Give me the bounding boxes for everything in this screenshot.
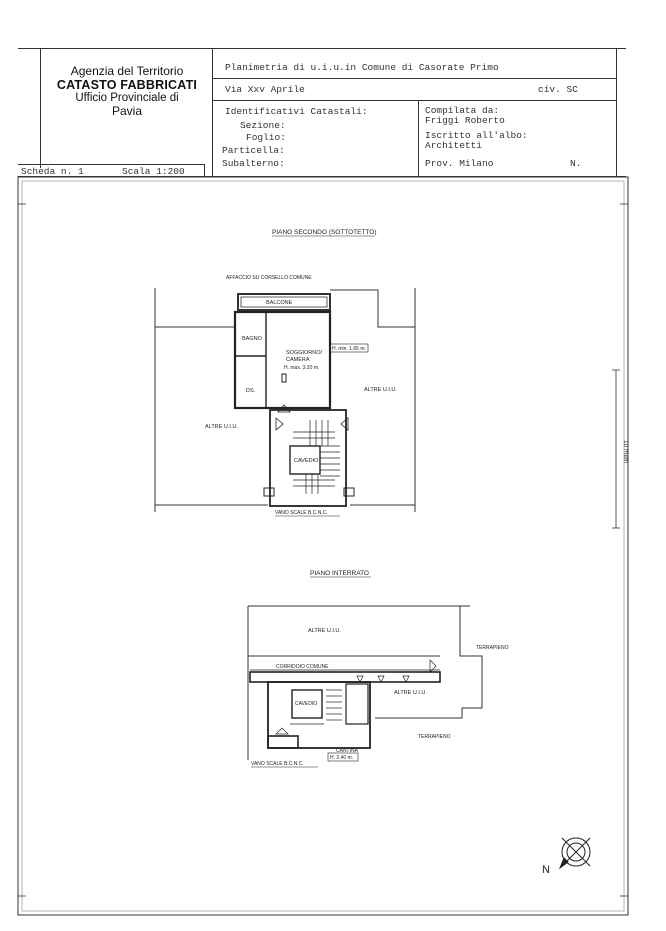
catasto-fabbricati: CATASTO FABBRICATI — [56, 78, 198, 92]
upper-surroundings — [155, 288, 415, 512]
north-arrow-icon — [560, 838, 590, 868]
vano-scale-lower-label: VANO SCALE B.C.N.C. — [251, 761, 304, 767]
iscritto-label: Iscritto all'albo: — [425, 130, 528, 141]
sezione-label: Sezione: — [240, 120, 286, 131]
altre-uiu-right-label: ALTRE U.I.U. — [364, 387, 397, 393]
affaccio-label: AFFACCIO SU CORSELLO COMUNE — [226, 275, 312, 281]
corridoio-label: CORRIDOIO COMUNE — [276, 664, 329, 670]
ufficio-provinciale: Ufficio Provinciale di — [75, 92, 179, 104]
scale-bar-label: 10 metri — [622, 440, 629, 464]
province-name: Pavia — [111, 104, 143, 118]
altre-uiu-lower-right-label: ALTRE U.I.U. — [394, 690, 427, 696]
h-max-label: H. max. 3.20 m. — [284, 365, 320, 371]
registration-marks — [18, 204, 628, 896]
balcone-label: BALCONE — [266, 300, 293, 306]
lower-plan-title: PIANO INTERRATO — [310, 570, 369, 577]
camera-label: CAMERA — [286, 357, 310, 363]
scale-bar — [612, 370, 620, 528]
subalterno-label: Subalterno: — [222, 158, 285, 169]
agency-name: Agenzia del Territorio — [70, 64, 184, 78]
soggiorno-label: SOGGIORNO/ — [286, 350, 323, 356]
altre-uiu-left-label: ALTRE U.I.U. — [205, 424, 238, 430]
terrapieno-top-label: TERRAPIENO — [476, 645, 509, 651]
civic-number: civ. SC — [538, 84, 578, 95]
north-label: N — [542, 864, 550, 876]
plan-title: Planimetria di u.i.u.in Comune di Casorate Primo — [225, 62, 499, 73]
upper-plan-title: PIANO SECONDO (SOTTOTETTO) — [272, 229, 377, 236]
compilata-label: Compilata da: — [425, 105, 500, 116]
foglio-label: Foglio: — [246, 132, 286, 143]
cantina-label: CANTINA — [336, 748, 358, 754]
iscritto-value: Architetti — [425, 140, 483, 151]
scheda-number: Scheda n. 1 — [21, 166, 84, 177]
cavedio-upper-label: CAVEDIO — [294, 458, 319, 464]
bagno-label: BAGNO — [242, 336, 262, 342]
drawing-inner-frame — [22, 181, 624, 911]
particella-label: Particella: — [222, 145, 285, 156]
n-label: N. — [570, 158, 582, 169]
address: Via Xxv Aprile — [225, 84, 305, 95]
lower-stair-core — [268, 682, 370, 748]
cavedio-lower-label: CAVEDIO — [295, 701, 318, 707]
terrapieno-bottom-label: TERRAPIENO — [418, 734, 451, 740]
altre-uiu-lower-top-label: ALTRE U.I.U. — [308, 628, 341, 634]
ds-label: DS. — [246, 388, 256, 394]
cantina-height-label: H. 2.40 m. — [330, 755, 354, 761]
drawing-frame — [18, 177, 628, 915]
scala: Scala 1:200 — [122, 166, 185, 177]
upper-stair-core — [264, 405, 354, 506]
prov-label: Prov. Milano — [425, 158, 494, 169]
identificativi-label: Identificativi Catastali: — [225, 106, 368, 117]
h-min-label: H. min. 1.65 m. — [332, 346, 366, 352]
vano-scale-upper-label: VANO SCALE B.C.N.C. — [275, 510, 328, 516]
compilata-value: Friggi Roberto — [425, 115, 505, 126]
